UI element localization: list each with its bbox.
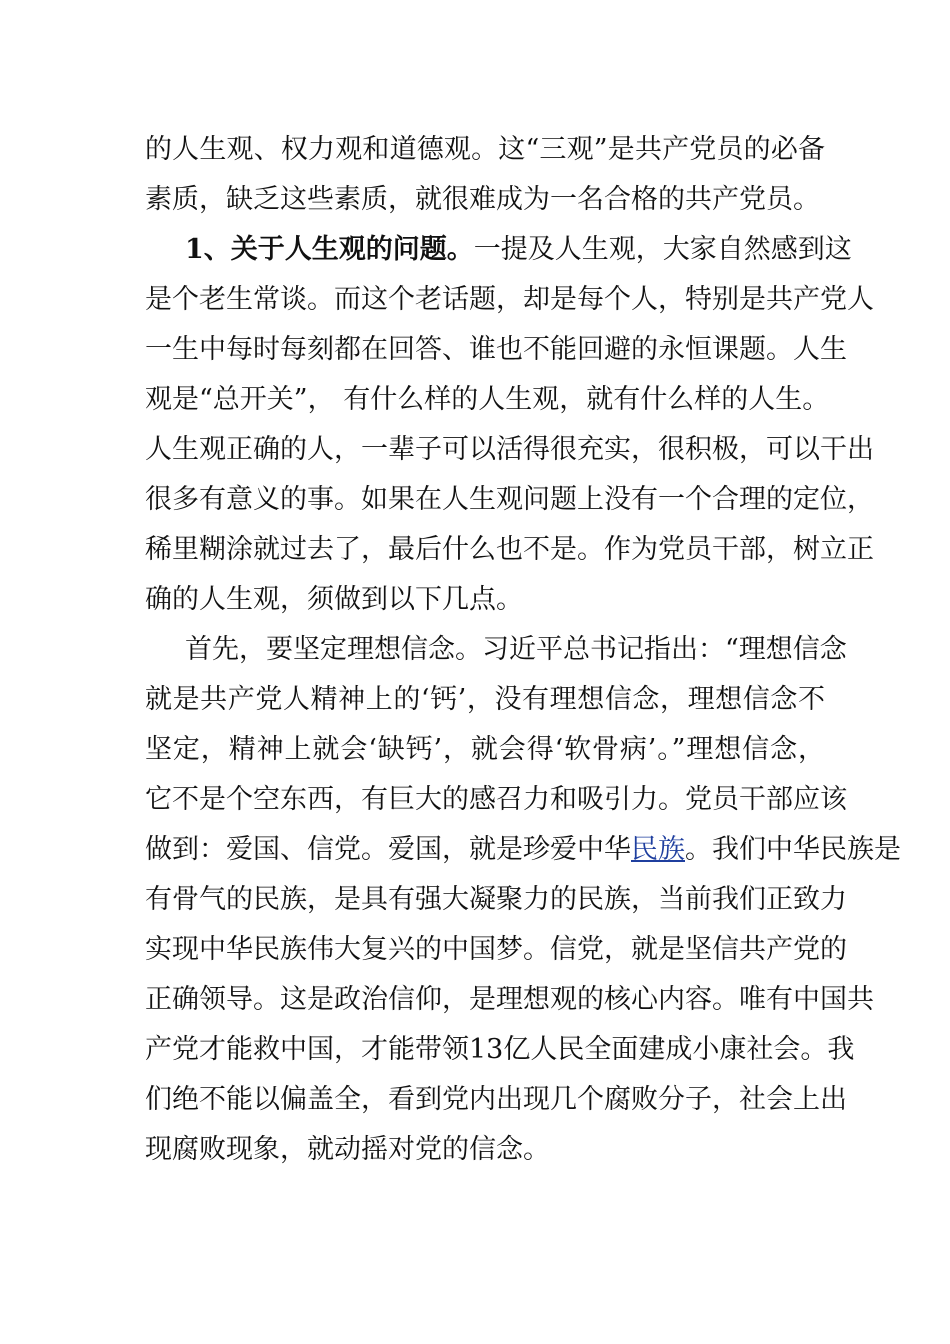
text-line: 有骨气的民族，是具有强大凝聚力的民族，当前我们正致力 [145,884,847,915]
text-line: 它不是个空东西，有巨大的感召力和吸引力。党员干部应该 [145,784,847,815]
text-line: 产党才能救中国，才能带领13亿人民全面建成小康社会。我 [145,1034,855,1065]
paragraph-heading-line [185,232,852,268]
text-line: 现腐败现象，就动摇对党的信念。 [145,1134,550,1165]
text-line-with-link [145,832,901,868]
text-span: 做到：爱国、信党。爱国，就是珍爱中华 [145,834,631,865]
text-line: 一生中每时每刻都在回答、谁也不能回避的永恒课题。人生 [145,334,847,365]
text-line: 稀里糊涂就过去了，最后什么也不是。作为党员干部，树立正 [145,534,874,565]
text-line: 坚定，精神上就会‘缺钙’，就会得‘软骨病’。”理想信念， [145,734,825,765]
text-line: 是个老生常谈。而这个老话题，却是每个人，特别是共产党人 [145,284,874,315]
text-line: 首先，要坚定理想信念。习近平总书记指出：“理想信念 [185,634,847,665]
text-line: 正确领导。这是政治信仰，是理想观的核心内容。唯有中国共 [145,984,874,1015]
text-line: 素质，缺乏这些素质，就很难成为一名合格的共产党员。 [145,184,820,215]
text-span: 一提及人生观，大家自然感到这 [473,234,852,265]
minzu-link[interactable]: 民族 [631,834,685,865]
text-line: 很多有意义的事。如果在人生观问题上没有一个合理的定位， [145,484,874,515]
text-line: 确的人生观，须做到以下几点。 [145,584,523,615]
text-line: 人生观正确的人，一辈子可以活得很充实，很积极，可以干出 [145,434,874,465]
text-line: 实现中华民族伟大复兴的中国梦。信党，就是坚信共产党的 [145,934,847,965]
text-line: 就是共产党人精神上的‘钙’，没有理想信念，理想信念不 [145,684,825,715]
text-line: 们绝不能以偏盖全，看到党内出现几个腐败分子，社会上出 [145,1084,847,1115]
section-heading: 1、关于人生观的问题。 [185,234,474,265]
text-span: 。我们中华民族是 [685,834,901,865]
text-line: 的人生观、权力观和道德观。这“三观”是共产党员的必备 [145,134,825,165]
text-line: 观是“总开关”， 有什么样的人生观，就有什么样的人生。 [145,384,830,415]
